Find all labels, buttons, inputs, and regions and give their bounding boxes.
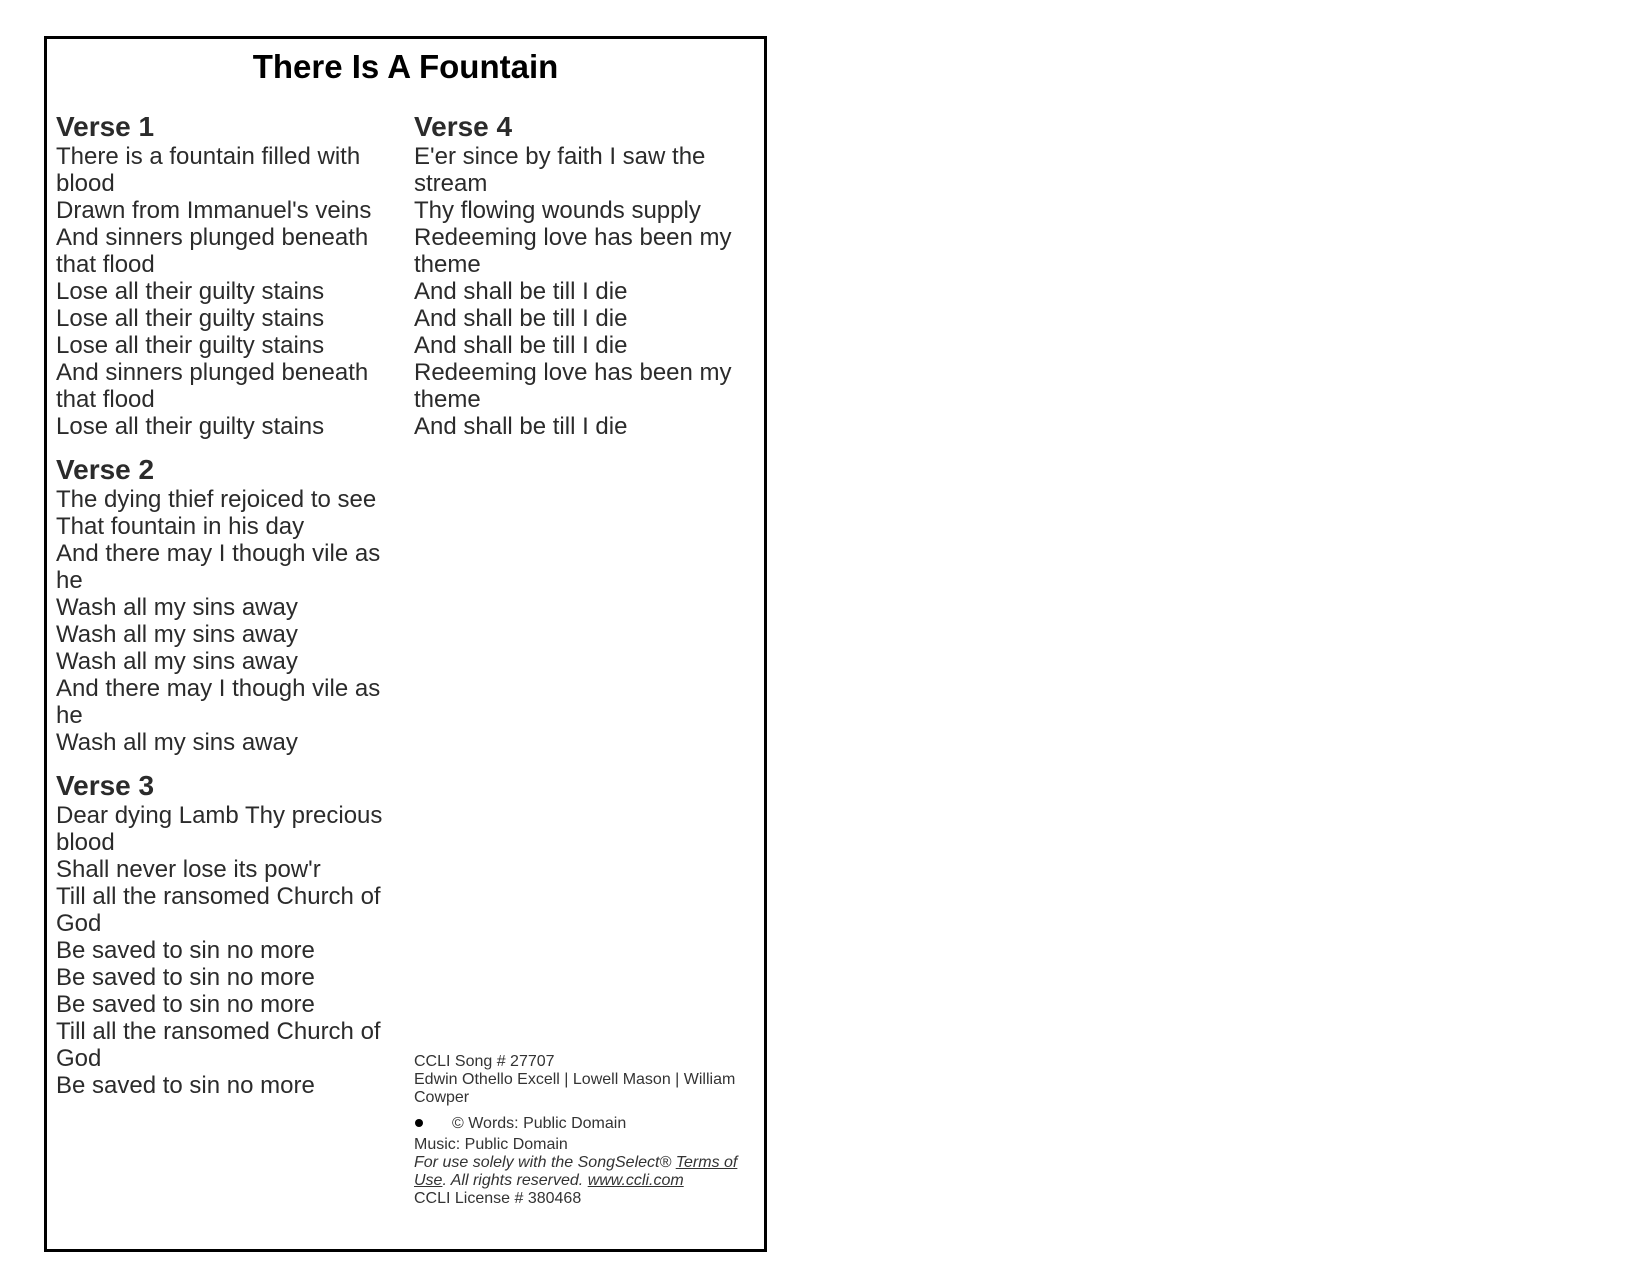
terms-of-use-link[interactable]: Terms of Use [414, 1154, 738, 1189]
verse-line: And shall be till I die [414, 413, 628, 440]
verse-line: And sinners plunged beneath that flood [56, 359, 369, 413]
verse-line: Redeeming love has been my theme [414, 224, 732, 278]
verse-line: Dear dying Lamb Thy precious blood [56, 802, 383, 856]
song-authors: Edwin Othello Excell | Lowell Mason | William Cowper [414, 1071, 736, 1106]
verse-line: And there may I though vile as he [56, 540, 381, 594]
verse-line: Redeeming love has been my theme [414, 359, 732, 413]
verse-line: Shall never lose its pow'r [56, 856, 321, 883]
ccli-license: CCLI License # 380468 [414, 1190, 582, 1207]
words-copyright: © Words: Public Domain [452, 1115, 627, 1132]
verse-line: Thy flowing wounds supply [414, 197, 701, 224]
verse-line: Lose all their guilty stains [56, 278, 325, 305]
verse-1 [56, 111, 406, 440]
verse-line: Lose all their guilty stains [56, 413, 325, 440]
ccli-website-link[interactable]: www.ccli.com [587, 1172, 684, 1189]
verse-line: Be saved to sin no more [56, 964, 315, 991]
verse-line: And shall be till I die [414, 305, 628, 332]
verse-line: And there may I though vile as he [56, 675, 381, 729]
verse-line: Till all the ransomed Church of God [56, 1018, 381, 1072]
verse-line: Be saved to sin no more [56, 991, 315, 1018]
verse-line: Wash all my sins away [56, 648, 298, 675]
usage-notice [414, 1154, 759, 1190]
verse-4 [414, 111, 764, 440]
verse-line: E'er since by faith I saw the stream [414, 143, 706, 197]
verse-line: Till all the ransomed Church of God [56, 883, 381, 937]
words-copyright-row [414, 1115, 759, 1133]
verse-line: Be saved to sin no more [56, 1072, 315, 1099]
usage-prefix: For use solely with the SongSelect® [414, 1154, 676, 1171]
bullet-icon [415, 1119, 423, 1127]
verse-line: The dying thief rejoiced to see [56, 486, 377, 513]
verse-line: And shall be till I die [414, 278, 628, 305]
copyright-footer [414, 1053, 759, 1208]
right-column [414, 111, 764, 454]
verse-line: Lose all their guilty stains [56, 305, 325, 332]
song-sheet [44, 36, 767, 1252]
left-column [56, 111, 406, 1113]
verse-3 [56, 770, 406, 1099]
verse-line: And sinners plunged beneath that flood [56, 224, 369, 278]
verse-line: Drawn from Immanuel's veins [56, 197, 372, 224]
verse-line: Wash all my sins away [56, 729, 298, 756]
verse-title: Verse 1 [56, 111, 155, 142]
verse-line: Wash all my sins away [56, 621, 298, 648]
verse-line: Be saved to sin no more [56, 937, 315, 964]
verse-line: And shall be till I die [414, 332, 628, 359]
verse-line: That fountain in his day [56, 513, 305, 540]
verse-line: Lose all their guilty stains [56, 332, 325, 359]
verse-title: Verse 3 [56, 770, 155, 801]
verse-2 [56, 454, 406, 756]
verse-title: Verse 2 [56, 454, 155, 485]
music-copyright: Music: Public Domain [414, 1136, 568, 1153]
verse-line: Wash all my sins away [56, 594, 298, 621]
song-title: There Is A Fountain [252, 48, 559, 85]
verse-line: There is a fountain filled with blood [56, 143, 361, 197]
usage-middle: . All rights reserved. [442, 1172, 588, 1189]
verse-title: Verse 4 [414, 111, 513, 142]
ccli-song-number: CCLI Song # 27707 [414, 1053, 555, 1070]
